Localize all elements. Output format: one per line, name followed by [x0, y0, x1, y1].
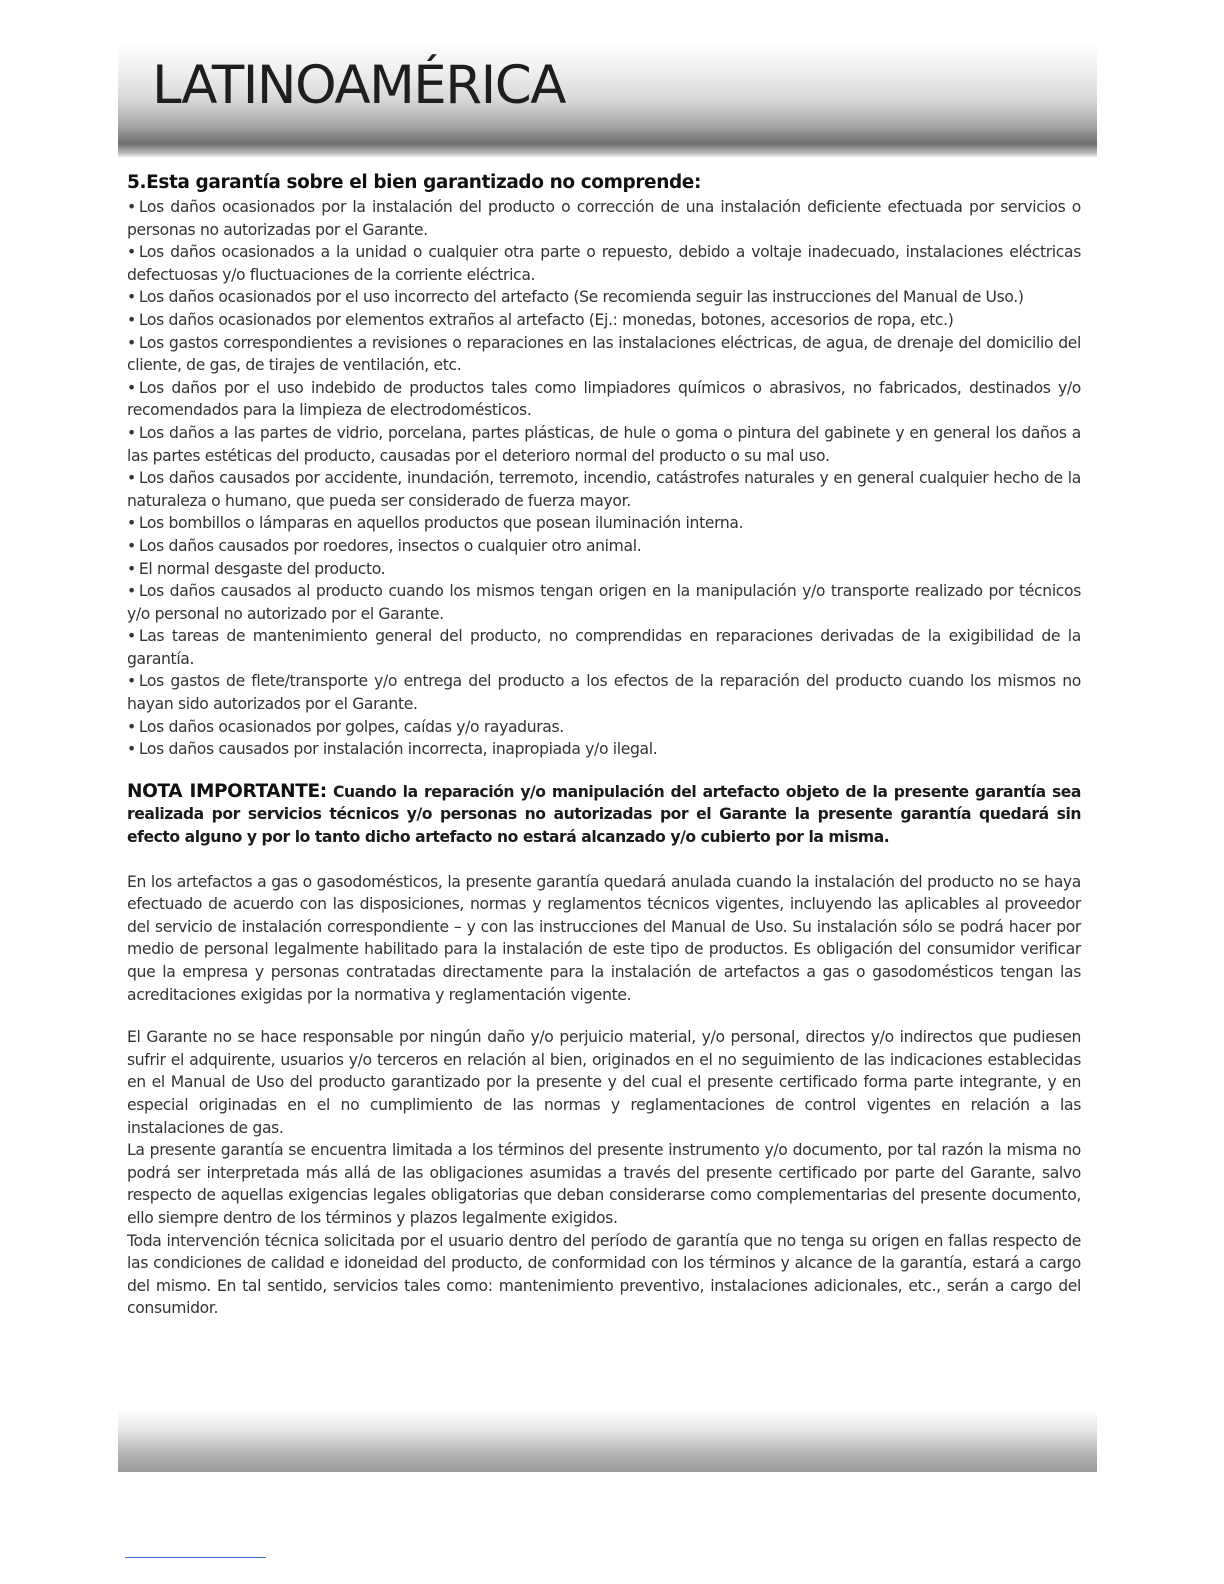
bullet-icon: • — [127, 333, 136, 352]
list-item-text: El normal desgaste del producto. — [138, 559, 386, 578]
footer-band — [118, 1410, 1097, 1472]
header-band — [118, 40, 1097, 158]
list-item-text: Los daños ocasionados por elementos extraños al artefacto (Ej.: monedas, botones, accesorios de ropa, etc.) — [138, 310, 954, 329]
list-item — [127, 670, 1081, 715]
list-item — [127, 512, 1081, 535]
list-item-text: Las tareas de mantenimiento general del producto, no comprendidas en reparaciones derivadas de la exigibilidad de la garantía. — [127, 627, 1081, 668]
list-item-text: Los daños causados por instalación incorrecta, inapropiada y/o ilegal. — [138, 740, 658, 759]
gas-appliances-paragraph: En los artefactos a gas o gasodomésticos, la presente garantía quedará anulada cuando la instalación del producto no se haya efectuado de acuerdo con las disposiciones, normas y reglamentos técnicos vigentes, incluyendo las aplicables al proveedor del servicio de instalación correspondiente – y con las instrucciones del Manual de Uso. Su instalación sólo se podrá hacer por medio de personal legalmente habilitado para la instalación de este tipo de productos. Es obligación del consumidor verificar que la empresa y personas contratadas directamente para la instalación de artefactos a gas o gasodomésticos tengan las acreditaciones exigidas por la normativa y reglamentación vigente. — [127, 872, 1081, 1004]
bullet-icon: • — [127, 559, 136, 578]
list-item-text: Los daños causados por roedores, insectos o cualquier otro animal. — [138, 536, 642, 555]
list-item-text: Los daños ocasionados por el uso incorrecto del artefacto (Se recomienda seguir las instrucciones del Manual de Uso.) — [138, 288, 1024, 307]
bullet-icon: • — [127, 536, 136, 555]
list-item — [127, 716, 1081, 739]
bullet-icon: • — [127, 469, 136, 488]
list-item — [127, 309, 1081, 332]
list-item-text: Los daños ocasionados por golpes, caídas y/o rayaduras. — [138, 717, 564, 736]
bullet-icon: • — [127, 672, 136, 691]
bullet-icon: • — [127, 288, 136, 307]
page-title: LATINOAMÉRICA — [152, 55, 566, 116]
list-item-text: Los daños ocasionados a la unidad o cualquier otra parte o repuesto, debido a voltaje inadecuado, instalaciones eléctricas defectuosas y/o fluctuaciones de la corriente eléctrica. — [127, 243, 1081, 284]
list-item-text: Los daños por el uso indebido de productos tales como limpiadores químicos o abrasivos, no fabricados, destinados y/o recomendados para la limpieza de electrodomésticos. — [127, 378, 1081, 420]
list-item-text: Los gastos de flete/transporte y/o entrega del producto a los efectos de la reparación del producto cuando los mismos no hayan sido autorizados por el Garante. — [127, 672, 1081, 714]
list-item-text: Los daños ocasionados por la instalación del producto o corrección de una instalación deficiente efectuada por servicios o personas no autorizadas por el Garante. — [127, 198, 1081, 239]
intervention-paragraph: Toda intervención técnica solicitada por el usuario dentro del período de garantía que no tenga su origen en fallas respecto de las condiciones de calidad e idoneidad del producto, de conformidad con los términos y alcance de la garantía, estará a cargo del mismo. En tal sentido, servicios tales como: mantenimiento preventivo, instalaciones adicionales, etc., serán a cargo del consumidor. — [127, 1231, 1081, 1318]
document-page — [118, 40, 1097, 1472]
list-item — [127, 467, 1081, 512]
bullet-icon: • — [127, 243, 136, 262]
bullet-icon: • — [127, 310, 136, 329]
exclusions-list — [127, 196, 1081, 761]
bullet-icon: • — [127, 627, 136, 646]
bullet-icon: • — [127, 423, 136, 442]
list-item — [127, 332, 1081, 377]
note-text: Cuando la reparación y/o manipulación del artefacto objeto de la presente garantía sea realizada por servicios técnicos y/o personas no autorizadas por el Garante la presente garantía quedará sin efecto alguno y por lo tanto dicho artefacto no estará alcanzado y/o cubierto por la misma. — [127, 782, 1081, 847]
list-item-text: Los daños a las partes de vidrio, porcelana, partes plásticas, de hule o goma o pintura del gabinete y en general los daños a las partes estéticas del producto, causadas por el deterioro normal del producto o su mal uso. — [127, 423, 1081, 465]
bullet-icon: • — [127, 740, 136, 759]
bullet-icon: • — [127, 198, 136, 216]
list-item — [127, 738, 1081, 761]
liability-paragraph: El Garante no se hace responsable por ningún daño y/o perjuicio material, y/o personal, directos y/o indirectos que pudiesen sufrir el adquirente, usuarios y/o terceros en relación al bien, originados en el no seguimiento de las indicaciones establecidas en el Manual de Uso del producto garantizado por la presente y del cual el presente certificado forma parte integrante, y en especial originadas en el no cumplimiento de las normas y reglamentaciones de control vigentes en relación a las instalaciones de gas. — [127, 1028, 1081, 1137]
note-label: NOTA IMPORTANTE: — [127, 780, 327, 802]
list-item-text: Los daños causados al producto cuando los mismos tengan origen en la manipulación y/o transporte realizado por técnicos y/o personal no autorizado por el Garante. — [127, 582, 1081, 623]
list-item — [127, 625, 1081, 670]
list-item-text: Los gastos correspondientes a revisiones o reparaciones en las instalaciones eléctricas, de agua, de drenaje del domicilio del cliente, de gas, de tirajes de ventilación, etc. — [127, 333, 1081, 375]
section-heading: 5.Esta garantía sobre el bien garantizado no comprende: — [127, 172, 701, 193]
list-item-text: Los daños causados por accidente, inundación, terremoto, incendio, catástrofes naturales y en general cualquier hecho de la naturaleza o humano, que pueda ser considerado de fuerza mayor. — [127, 469, 1081, 510]
list-item — [127, 241, 1081, 286]
bullet-icon: • — [127, 582, 136, 601]
list-item — [127, 196, 1081, 241]
footer-divider — [125, 1557, 266, 1558]
list-item — [127, 422, 1081, 467]
limits-paragraph: La presente garantía se encuentra limitada a los términos del presente instrumento y/o documento, por tal razón la misma no podrá ser interpretada más allá de las obligaciones asumidas a través del presente certificado por parte del Garante, salvo respecto de aquellas exigencias legales obligatorias que deban considerarse como complementarias del presente documento, ello siempre dentro de los términos y plazos legalmente exigidos. — [127, 1141, 1081, 1227]
bullet-icon: • — [127, 378, 136, 397]
bullet-icon: • — [127, 514, 136, 533]
list-item-text: Los bombillos o lámparas en aquellos productos que posean iluminación interna. — [138, 514, 744, 533]
list-item — [127, 535, 1081, 558]
list-item — [127, 286, 1081, 309]
document-body — [127, 170, 1081, 1320]
list-item — [127, 377, 1081, 422]
bullet-icon: • — [127, 717, 136, 736]
list-item — [127, 558, 1081, 581]
important-note — [127, 781, 1081, 849]
list-item — [127, 580, 1081, 625]
